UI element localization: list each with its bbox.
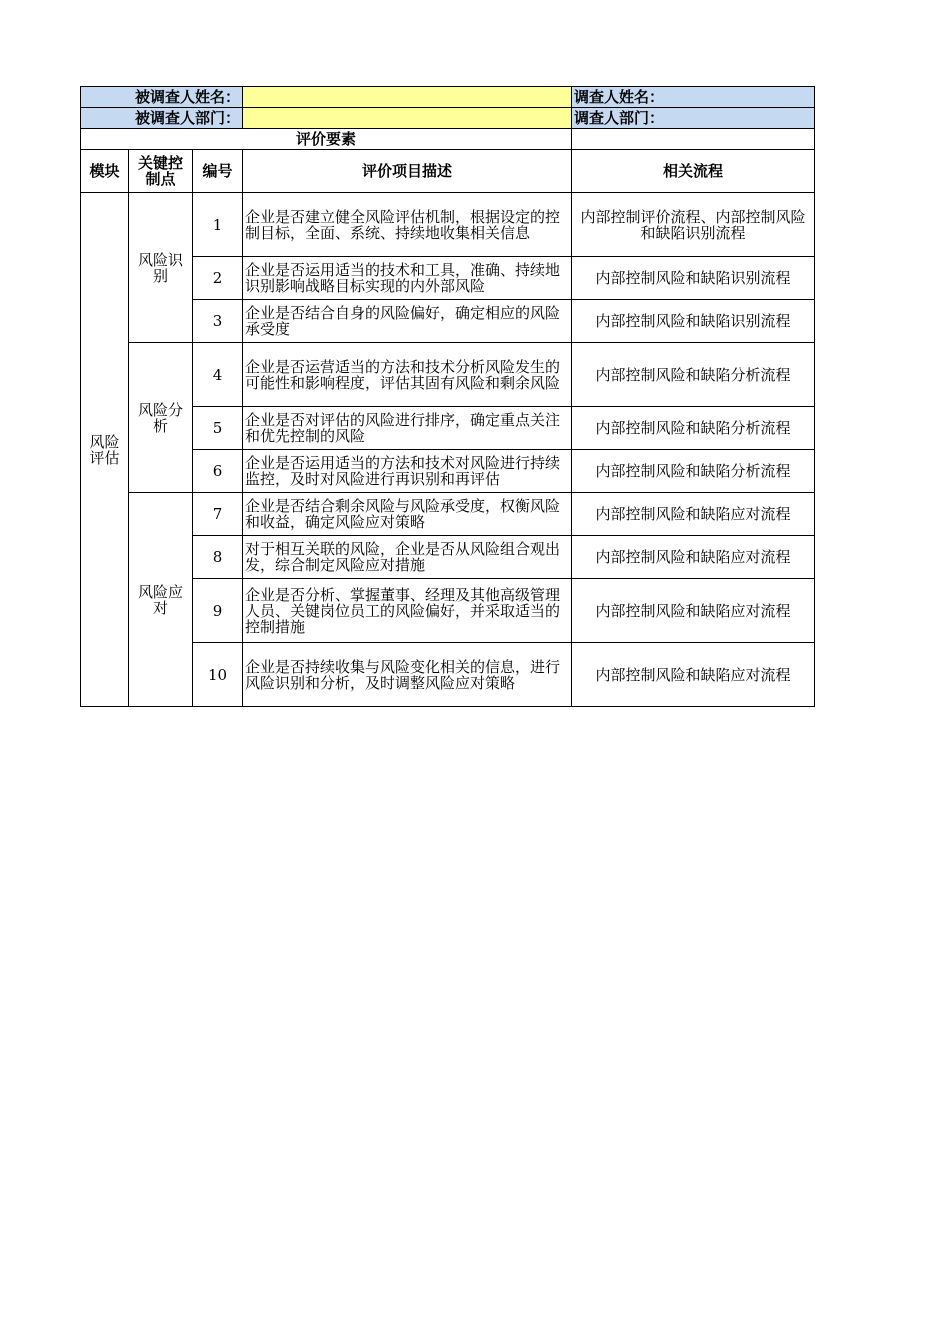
item-number: 7 (193, 493, 243, 536)
section-title-blank (572, 129, 815, 150)
item-description: 企业是否结合自身的风险偏好，确定相应的风险承受度 (243, 300, 572, 343)
item-process: 内部控制风险和缺陷分析流程 (572, 450, 815, 493)
item-number: 4 (193, 343, 243, 407)
item-process: 内部控制风险和缺陷应对流程 (572, 536, 815, 579)
table-row (81, 493, 815, 536)
item-process: 内部控制风险和缺陷分析流程 (572, 407, 815, 450)
item-process: 内部控制风险和缺陷分析流程 (572, 343, 815, 407)
item-number: 10 (193, 643, 243, 707)
item-process: 内部控制风险和缺陷应对流程 (572, 643, 815, 707)
section-title: 评价要素 (81, 129, 572, 150)
item-process: 内部控制评价流程、内部控制风险和缺陷识别流程 (572, 193, 815, 257)
item-number: 8 (193, 536, 243, 579)
item-process: 内部控制风险和缺陷识别流程 (572, 300, 815, 343)
investigator-dept-label[interactable]: 调查人部门： (572, 108, 815, 129)
item-description: 企业是否持续收集与风险变化相关的信息，进行风险识别和分析，及时调整风险应对策略 (243, 643, 572, 707)
item-number: 9 (193, 579, 243, 643)
table-row (81, 343, 815, 407)
item-number: 6 (193, 450, 243, 493)
item-description: 企业是否对评估的风险进行排序，确定重点关注和优先控制的风险 (243, 407, 572, 450)
investigator-name-label[interactable]: 调查人姓名： (572, 87, 815, 108)
control-point-cell: 风险分析 (129, 343, 193, 493)
control-point-cell: 风险识别 (129, 193, 193, 343)
respondent-dept-label: 被调查人部门： (81, 108, 243, 129)
item-process: 内部控制风险和缺陷应对流程 (572, 579, 815, 643)
item-description: 企业是否运营适当的方法和技术分析风险发生的可能性和影响程度，评估其固有风险和剩余风险 (243, 343, 572, 407)
item-number: 1 (193, 193, 243, 257)
col-header-description: 评价项目描述 (243, 150, 572, 193)
item-description: 企业是否建立健全风险评估机制，根据设定的控制目标，全面、系统、持续地收集相关信息 (243, 193, 572, 257)
table-row (81, 193, 815, 257)
evaluation-sheet (80, 86, 815, 707)
col-header-module: 模块 (81, 150, 129, 193)
respondent-dept-field[interactable] (243, 108, 572, 129)
module-cell: 风险评估 (81, 193, 129, 707)
item-number: 2 (193, 257, 243, 300)
item-description: 对于相互关联的风险，企业是否从风险组合观出发，综合制定风险应对措施 (243, 536, 572, 579)
item-description: 企业是否运用适当的技术和工具，准确、持续地识别影响战略目标实现的内外部风险 (243, 257, 572, 300)
col-header-number: 编号 (193, 150, 243, 193)
item-process: 内部控制风险和缺陷识别流程 (572, 257, 815, 300)
item-description: 企业是否分析、掌握董事、经理及其他高级管理人员、关键岗位员工的风险偏好，并采取适当的控制措施 (243, 579, 572, 643)
col-header-control-point: 关键控制点 (129, 150, 193, 193)
control-point-cell: 风险应对 (129, 493, 193, 707)
item-description: 企业是否结合剩余风险与风险承受度，权衡风险和收益，确定风险应对策略 (243, 493, 572, 536)
col-header-process: 相关流程 (572, 150, 815, 193)
respondent-name-field[interactable] (243, 87, 572, 108)
item-number: 5 (193, 407, 243, 450)
item-description: 企业是否运用适当的方法和技术对风险进行持续监控，及时对风险进行再识别和再评估 (243, 450, 572, 493)
item-process: 内部控制风险和缺陷应对流程 (572, 493, 815, 536)
item-number: 3 (193, 300, 243, 343)
respondent-name-label: 被调查人姓名： (81, 87, 243, 108)
